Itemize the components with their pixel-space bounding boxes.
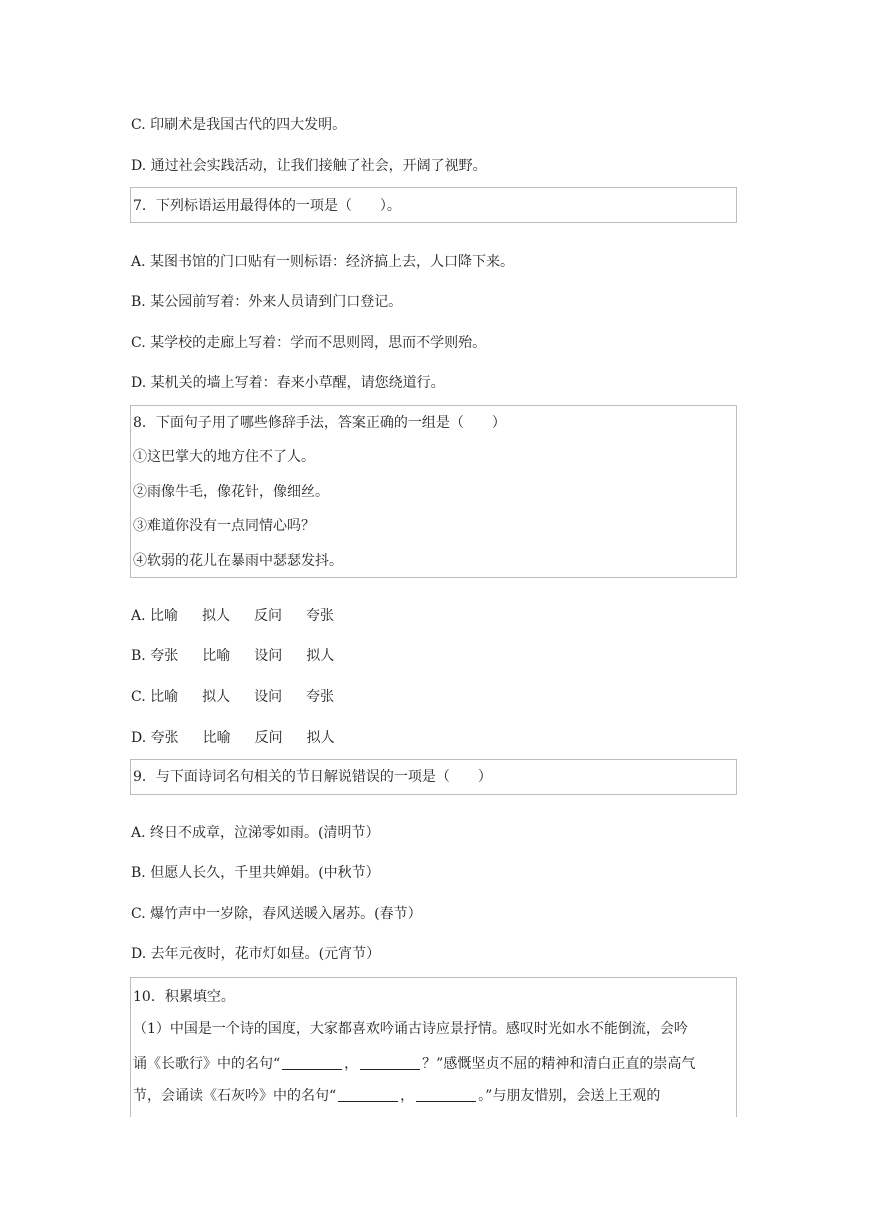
q10-line-1: （1）中国是一个诗的国度，大家都喜欢吟诵古诗应景抒情。感叹时光如水不能倒流，会吟 — [133, 1021, 688, 1037]
q6-option-c: C. 印刷术是我国古代的四大发明。 — [131, 117, 347, 133]
q8-sentence-2: ②雨像牛毛，像花针，像细丝。 — [133, 484, 329, 500]
q9-stem-box — [130, 759, 737, 795]
q8-sentence-3: ③难道你没有一点同情心吗？ — [133, 518, 315, 534]
fill-blank-2[interactable] — [360, 1055, 420, 1070]
q10-box — [130, 977, 737, 1117]
q8-option-c: C. 比喻 拟人 设问 夸张 — [131, 689, 335, 705]
q8-option-d: D. 夸张 比喻 反问 拟人 — [131, 730, 335, 746]
q7-option-c: C. 某学校的走廊上写着：学而不思则罔，思而不学则殆。 — [131, 335, 487, 351]
q8-sentence-4: ④软弱的花儿在暴雨中瑟瑟发抖。 — [133, 553, 343, 569]
q8-sentence-1: ①这巴掌大的地方住不了人。 — [133, 449, 315, 465]
q7-stem: 7．下列标语运用最得体的一项是（ ）。 — [133, 198, 401, 214]
q9-option-d: D. 去年元夜时，花市灯如昼。(元宵节） — [131, 946, 381, 962]
q6-option-d: D. 通过社会实践活动，让我们接触了社会，开阔了视野。 — [131, 158, 487, 174]
q7-stem-box — [130, 187, 737, 223]
q9-stem: 9．与下面诗词名句相关的节日解说错误的一项是（ ） — [133, 769, 492, 785]
q8-stem: 8．下面句子用了哪些修辞手法，答案正确的一组是（ ） — [133, 415, 506, 431]
q8-option-b: B. 夸张 比喻 设问 拟人 — [131, 648, 335, 664]
fill-blank-3[interactable] — [338, 1087, 398, 1102]
q7-option-a: A. 某图书馆的门口贴有一则标语：经济搞上去，人口降下来。 — [131, 254, 515, 270]
q7-option-b: B. 某公园前写着：外来人员请到门口登记。 — [131, 294, 403, 310]
q7-option-d: D. 某机关的墙上写着：春来小草醒，请您绕道行。 — [131, 375, 445, 391]
q8-stem-box — [130, 405, 737, 578]
q9-option-c: C. 爆竹声中一岁除，春风送暖入屠苏。(春节） — [131, 906, 422, 922]
q10-line-3: 节，会诵读《石灰吟》中的名句“ ， 。”与朋友惜别，会送上王观的 — [133, 1088, 661, 1104]
q10-stem: 10．积累填空。 — [133, 989, 235, 1005]
q9-option-b: B. 但愿人长久，千里共婵娟。(中秋节） — [131, 865, 380, 881]
q9-option-a: A. 终日不成章，泣涕零如雨。(清明节） — [131, 825, 380, 841]
q10-line-2: 诵《长歌行》中的名句“ ， ？”感慨坚贞不屈的精神和清白正直的崇高气 — [133, 1056, 696, 1072]
q8-option-a: A. 比喻 拟人 反问 夸张 — [131, 608, 335, 624]
fill-blank-4[interactable] — [416, 1087, 476, 1102]
fill-blank-1[interactable] — [282, 1055, 342, 1070]
